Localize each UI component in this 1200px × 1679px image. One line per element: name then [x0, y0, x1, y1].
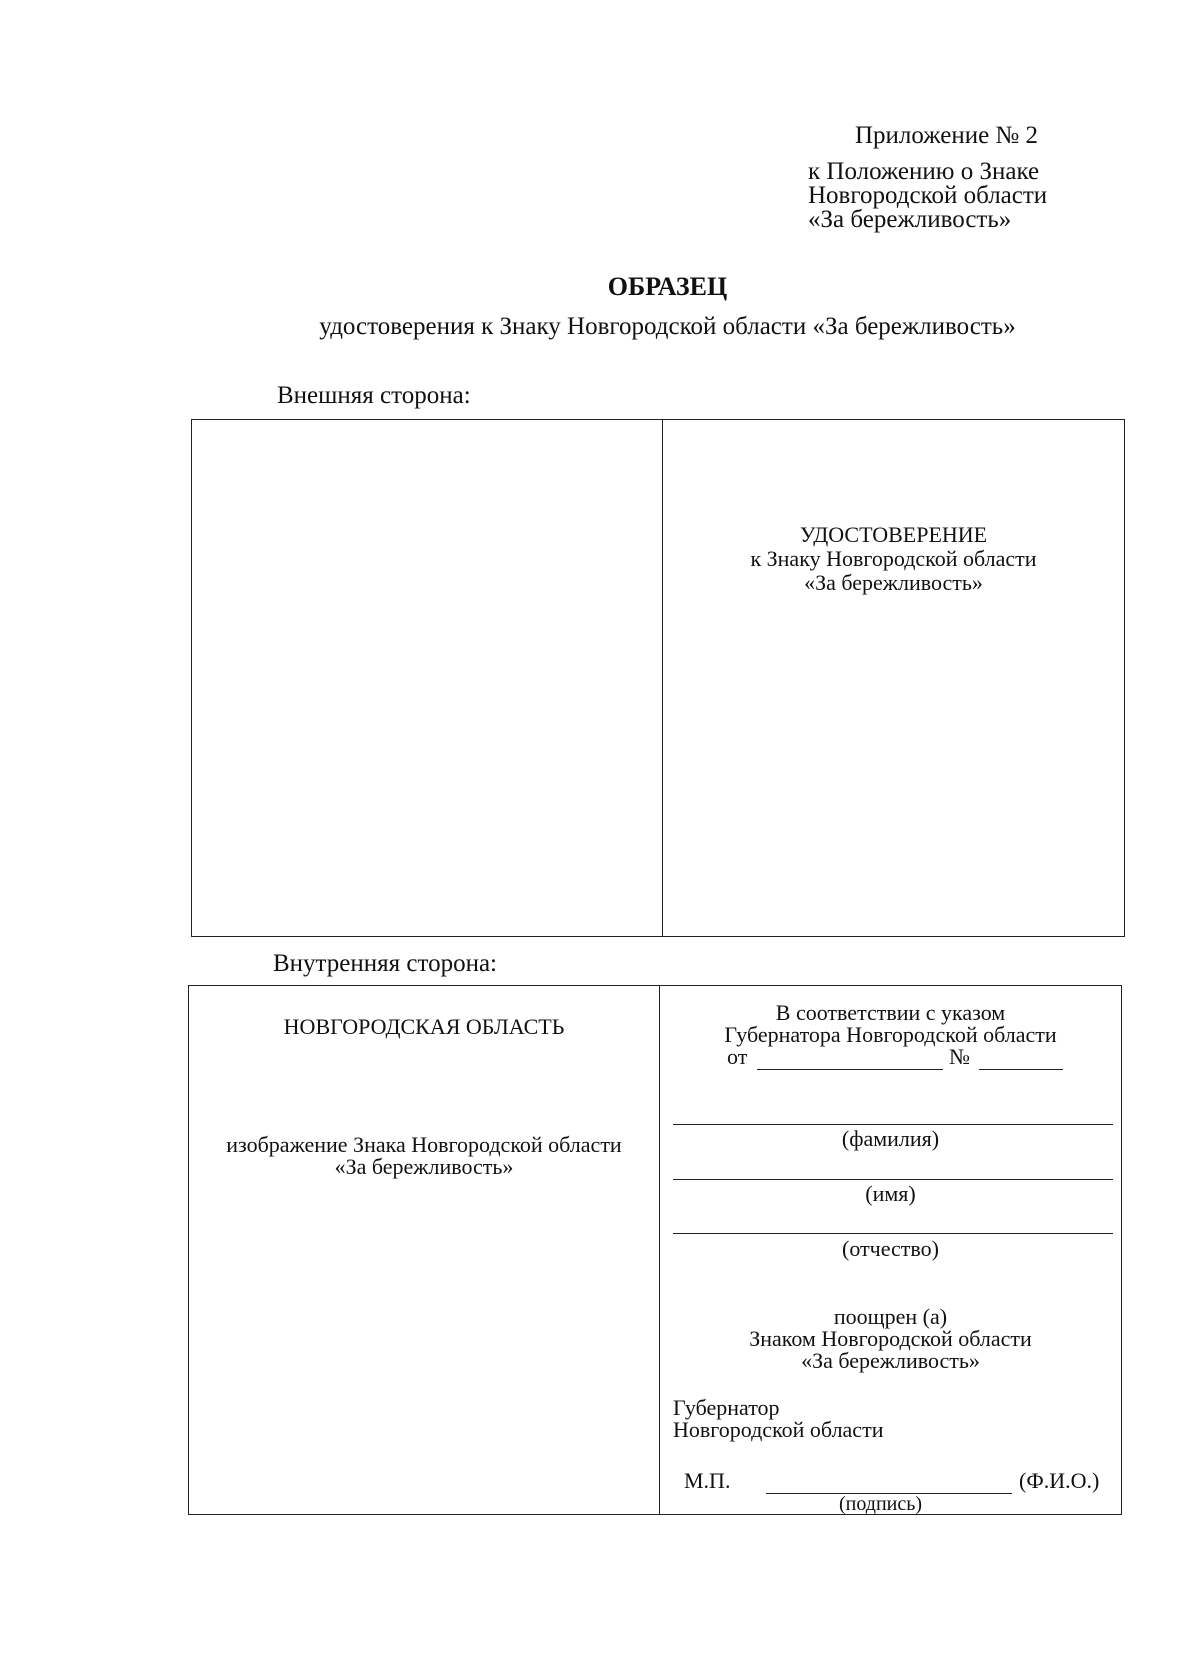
signature-caption: (подпись): [839, 1493, 923, 1515]
document-subtitle: удостоверения к Знаку Новгородской области «За бережливость»: [319, 313, 1016, 340]
name-line: [673, 1179, 1113, 1180]
inner-side-divider: [659, 986, 660, 1514]
stamp-label: М.П.: [684, 1468, 731, 1493]
patronymic-line: [673, 1233, 1113, 1234]
certificate-line-2: к Знаку Новгородской области: [750, 546, 1037, 571]
appendix-line-3: «За бережливость»: [808, 206, 1012, 233]
certificate-line-3: «За бережливость»: [804, 570, 983, 595]
outer-right-panel-text: [663, 523, 1124, 595]
outer-side-label: Внешняя сторона:: [277, 382, 471, 409]
badge-image-placeholder: [189, 1134, 659, 1178]
badge-image-line-1: изображение Знака Новгородской области: [226, 1132, 622, 1157]
governor-title: [673, 1397, 883, 1441]
region-name: НОВГОРОДСКАЯ ОБЛАСТЬ: [283, 1014, 565, 1039]
governor-line-1: Губернатор: [673, 1395, 780, 1420]
decree-line-2: Губернатора Новгородской области: [724, 1022, 1057, 1047]
decree-date-prefix: от: [727, 1044, 748, 1069]
award-line-3: «За бережливость»: [801, 1348, 980, 1373]
governor-line-2: Новгородской области: [673, 1417, 884, 1442]
decree-number-prefix: №: [949, 1044, 970, 1069]
award-line-1: поощрен (а): [833, 1304, 948, 1329]
outer-side-frame: [191, 419, 1125, 937]
decree-number-line: [979, 1069, 1063, 1070]
surname-caption: (фамилия): [841, 1126, 940, 1151]
decree-date-line: [757, 1069, 943, 1070]
decree-line-1: В соответствии с указом: [775, 1000, 1006, 1025]
appendix-line-2: Новгородской области: [808, 182, 1048, 209]
award-statement: [662, 1306, 1119, 1372]
inner-side-label: Внутренняя сторона:: [273, 950, 497, 977]
surname-line: [673, 1124, 1113, 1125]
award-line-2: Знаком Новгородской области: [749, 1326, 1032, 1351]
outer-side-divider: [662, 420, 663, 936]
document-title: ОБРАЗЕЦ: [607, 272, 728, 301]
patronymic-caption: (отчество): [842, 1236, 939, 1261]
appendix-title: Приложение № 2: [855, 122, 1039, 149]
name-caption: (имя): [865, 1181, 916, 1206]
badge-image-line-2: «За бережливость»: [334, 1154, 514, 1179]
inner-side-frame: [188, 985, 1122, 1515]
appendix-line-1: к Положению о Знаке: [808, 158, 1040, 185]
decree-reference: [662, 1002, 1119, 1046]
appendix-reference: [808, 160, 1047, 232]
certificate-heading: УДОСТОВЕРЕНИЕ: [799, 522, 988, 547]
fio-label: (Ф.И.О.): [1019, 1468, 1100, 1493]
